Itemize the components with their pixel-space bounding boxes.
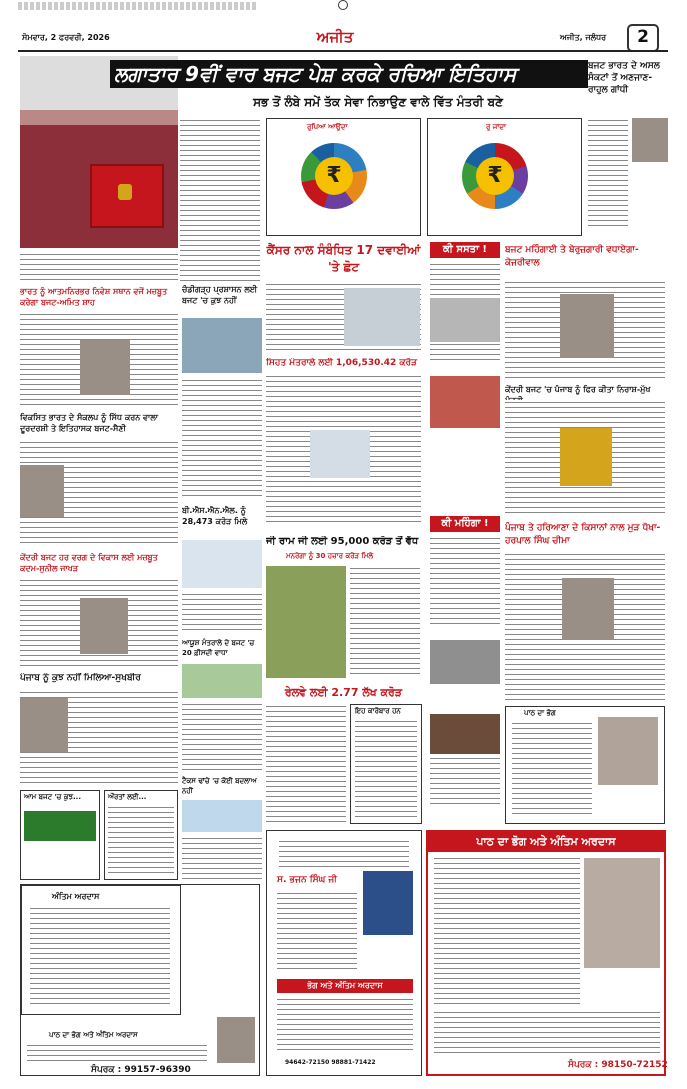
health-headline: ਸਿਹਤ ਮੰਤਰਾਲੇ ਲਈ 1,06,530.42 ਕਰੋੜ <box>266 358 418 368</box>
mann-photo <box>560 428 612 486</box>
rahul-headline: ਬਜਟ ਭਾਰਤ ਦੇ ਅਸਲ ਸੰਕਟਾਂ ਤੋਂ ਅਣਜਾਣ-ਰਾਹੁਲ ਗਾਂਧੀ <box>588 61 660 95</box>
gramji-subhead: ਮਨਰੇਗਾ ਨੂੰ 30 ਹਜ਼ਾਰ ਕਰੋੜ ਮਿਲੇ <box>286 552 374 560</box>
saini-photo <box>20 465 64 517</box>
atm-photo <box>430 640 500 684</box>
ki-mehnga-banner: ਕੀ ਮਹਿੰਗਾ ! <box>430 516 500 532</box>
pathai-main-title: ਪਾਠ ਦਾ ਭੋਗ ਅਤੇ ਅੰਤਿਮ ਅਰਦਾਸ <box>428 832 664 852</box>
kejriwal-photo <box>560 294 614 358</box>
hospital-photo <box>310 430 370 478</box>
masthead: ਅਜੀਤ <box>316 28 354 46</box>
bottom-left-inner-ad <box>21 885 181 1015</box>
bhog-center-phone: 94642-72150 98881-71422 <box>285 1059 376 1066</box>
pranab-title: ਆਮ ਬਜਟ 'ਚ ਕੁਝ... <box>24 793 81 801</box>
antim-ardas-small-title: ਅੰਤਿਮ ਅਰਦਾਸ <box>52 892 100 901</box>
sukhbir-photo <box>20 698 68 752</box>
registration-mark <box>338 0 348 10</box>
pathai-main-photo <box>584 858 660 968</box>
sukhbir-headline: ਪੰਜਾਬ ਨੂੰ ਕੁਝ ਨਹੀਂ ਮਿਲਿਆ-ਸੁਖਬੀਰ <box>20 673 141 683</box>
bhog-center-ad <box>266 830 422 1076</box>
expenditure-box <box>350 704 422 824</box>
infographic-right-title: ਰੁ ਜਾਂਦਾ <box>486 123 506 131</box>
header-rule <box>18 50 668 52</box>
bsnl-body <box>182 592 262 632</box>
cheema-headline: ਪੰਜਾਬ ਤੇ ਹਰਿਆਣਾ ਦੇ ਕਿਸਾਨਾਂ ਨਾਲ ਮੁੜ ਧੋਖਾ-ਹਰਪਾਲ ਸਿੰਘ ਚੀਮਾ <box>505 523 661 546</box>
womens-box-body <box>108 805 174 875</box>
bhog-center-top-text <box>279 839 409 867</box>
donut-chart-left <box>301 143 367 209</box>
pathai-main-family <box>434 1010 660 1054</box>
bottom-left-ad <box>20 884 260 1076</box>
pranab-box <box>20 790 100 880</box>
emblem-icon <box>118 184 132 200</box>
bhog-center-photo <box>363 871 413 935</box>
bsnl-headline: ਬੀ.ਐਸ.ਐਨ.ਐਲ. ਨੂੰ 28,473 ਕਰੋੜ ਮਿਲੇ <box>182 506 248 526</box>
header-dateline: ਸੋਮਵਾਰ, 2 ਫਰਵਰੀ, 2026 <box>22 33 110 42</box>
farm-photo <box>266 566 346 678</box>
bottom-left-photo <box>217 1017 255 1063</box>
tax-body <box>182 836 262 881</box>
womens-box <box>104 790 178 880</box>
railway-body <box>266 704 346 824</box>
tax-photo <box>182 800 262 832</box>
ki-mehnga-list-2 <box>430 756 500 804</box>
gramji-body <box>350 566 420 678</box>
infographic-left-title: ਰੁਪਿਆ ਆਉਂਦਾ <box>307 123 348 131</box>
pathai-main-contact: ਸੰਪਰਕ : 98150-72152 <box>568 1060 668 1070</box>
pathai-small-photo <box>598 717 658 785</box>
pathai-small-body <box>512 721 592 817</box>
bottom-left-contact: ਸੰਪਰਕ : 99157-96390 <box>91 1065 191 1075</box>
ki-sasta-banner: ਕੀ ਸਸਤਾ ! <box>430 242 500 258</box>
rupee-icon: ₹ <box>476 157 514 195</box>
ayush-headline: ਆਯੂਸ਼ ਮੰਤਰਾਲੇ ਦੇ ਬਜਟ 'ਚ 20 ਫ਼ੀਸਦੀ ਵਾਧਾ <box>182 639 255 657</box>
bottom-left-body <box>27 1043 207 1063</box>
lead-subhead: ਸਭ ਤੋਂ ਲੰਬੇ ਸਮੇਂ ਤੱਕ ਸੇਵਾ ਨਿਭਾਉਣ ਵਾਲੇ ਵਿੱਤ ਮੰਤਰੀ ਬਣੇ <box>253 95 503 109</box>
cheema-photo <box>562 578 614 640</box>
rahul-body <box>588 118 628 228</box>
pathai-small-ad <box>505 706 665 824</box>
bottom-left-title: ਪਾਠ ਦਾ ਭੋਗ ਅਤੇ ਅੰਤਿਮ ਅਰਦਾਸ <box>49 1031 138 1039</box>
rupee-icon: ₹ <box>315 157 353 195</box>
gramji-headline: ਜੀ ਰਾਮ ਜੀ ਲਈ 95,000 ਕਰੋੜ ਤੋਂ ਵੱਧ <box>266 536 419 547</box>
infographic-rupee-in <box>266 118 421 236</box>
bsnl-photo <box>182 540 262 588</box>
chandigarh-photo <box>182 318 262 373</box>
infographic-left-labels <box>375 149 419 209</box>
kejriwal-headline: ਬਜਟ ਮਹਿੰਗਾਈ ਤੇ ਬੇਰੁਜ਼ਗਾਰੀ ਵਧਾਏਗਾ-ਕੇਜਰੀਵਾਲ <box>505 245 639 268</box>
womens-box-title: ਔਰਤਾਂ ਲਈ... <box>108 793 147 801</box>
expenditure-box-body <box>355 719 417 819</box>
pathai-small-title: ਪਾਠ ਦਾ ਭੋਗ <box>524 709 556 717</box>
pathai-main-ad <box>426 830 666 1076</box>
antim-ardas-small-body <box>30 906 170 1006</box>
ayush-body <box>182 702 262 772</box>
bhog-center-body <box>277 891 357 971</box>
bhog-center-name: ਸ. ਭਜਨ ਸਿੰਘ ਜੀ <box>277 875 338 885</box>
jakhar-headline: ਕੇਂਦਰੀ ਬਜਟ ਹਰ ਵਰਗ ਦੇ ਵਿਕਾਸ ਲਈ ਮਜ਼ਬੂਤ ਕਦਮ-ਸੁਨੀਲ ਜਾਖੜ <box>20 553 158 573</box>
tax-headline: ਟੈਕਸ ਢਾਂਚੇ 'ਚ ਕੋਈ ਬਦਲਾਅ ਨਹੀਂ <box>182 777 257 795</box>
page-number: 2 <box>627 24 659 52</box>
expenditure-box-title: ਇਹ ਕਾਰੋਬਾਰ ਹਨ <box>355 707 401 715</box>
ayush-photo <box>182 664 262 698</box>
chandigarh-headline: ਚੰਡੀਗੜ੍ਹ ਪ੍ਰਸ਼ਾਸਨ ਲਈ ਬਜਟ 'ਚ ਕੁਝ ਨਹੀਂ <box>182 285 258 305</box>
cancer-headline: ਕੈਂਸਰ ਨਾਲ ਸੰਬੰਧਿਤ 17 ਦਵਾਈਆਂ 'ਤੇ ਛੋਟ <box>266 243 421 274</box>
textiles-photo <box>430 376 500 428</box>
ki-mehnga-list <box>430 536 500 626</box>
rahul-photo <box>632 118 668 162</box>
infographic-rupee-out <box>427 118 582 236</box>
header-edition: ਅਜੀਤ, ਜਲੰਧਰ <box>560 33 607 42</box>
pathai-main-body <box>434 856 580 1006</box>
lead-headline: ਲਗਾਤਾਰ 9ਵੀਂ ਵਾਰ ਬਜਟ ਪੇਸ਼ ਕਰਕੇ ਰਚਿਆ ਇਤਿਹਾਸ <box>110 60 588 88</box>
bhog-center-details <box>277 997 413 1053</box>
registration-strip <box>18 2 258 10</box>
jakhar-photo <box>80 598 128 654</box>
railway-headline: ਰੇਲਵੇ ਲਈ 2.77 ਲੱਖ ਕਰੋੜ <box>284 686 403 699</box>
cancer-photo <box>344 288 420 346</box>
lead-body-col2 <box>20 252 178 282</box>
saini-headline: ਵਿਕਸਿਤ ਭਾਰਤ ਦੇ ਸੰਕਲਪ ਨੂੰ ਸਿੱਧ ਕਰਨ ਵਾਲਾ ਦੂਰਦਰਸ਼ੀ ਤੇ ਇਤਿਹਾਸਕ ਬਜਟ-ਸੈਣੀ <box>20 413 159 433</box>
chandigarh-body <box>182 378 262 496</box>
mann-headline: ਕੇਂਦਰੀ ਬਜਟ 'ਚ ਪੰਜਾਬ ਨੂੰ ਫਿਰ ਕੀਤਾ ਨਿਰਾਸ਼-ਮੁੱਖ <box>505 385 651 394</box>
ki-sasta-photo <box>430 298 500 342</box>
donut-chart-right <box>462 143 528 209</box>
bhog-center-title: ਭੋਗ ਅਤੇ ਅੰਤਿਮ ਅਰਦਾਸ <box>277 979 413 993</box>
amit-shah-headline: ਭਾਰਤ ਨੂੰ ਆਤਮਨਿਰਭਰ ਨਿਵੇਸ਼ ਸਥਾਨ ਵਜੋਂ ਮਜ਼ਬੂਤ ਕਰੇਗਾ ਬਜਟ-ਅਮਿਤ ਸ਼ਾਹ <box>20 287 168 307</box>
pranab-highlight <box>24 811 96 841</box>
amit-shah-photo <box>80 340 130 395</box>
lead-body-col1 <box>180 118 260 283</box>
cigarettes-photo <box>430 714 500 754</box>
